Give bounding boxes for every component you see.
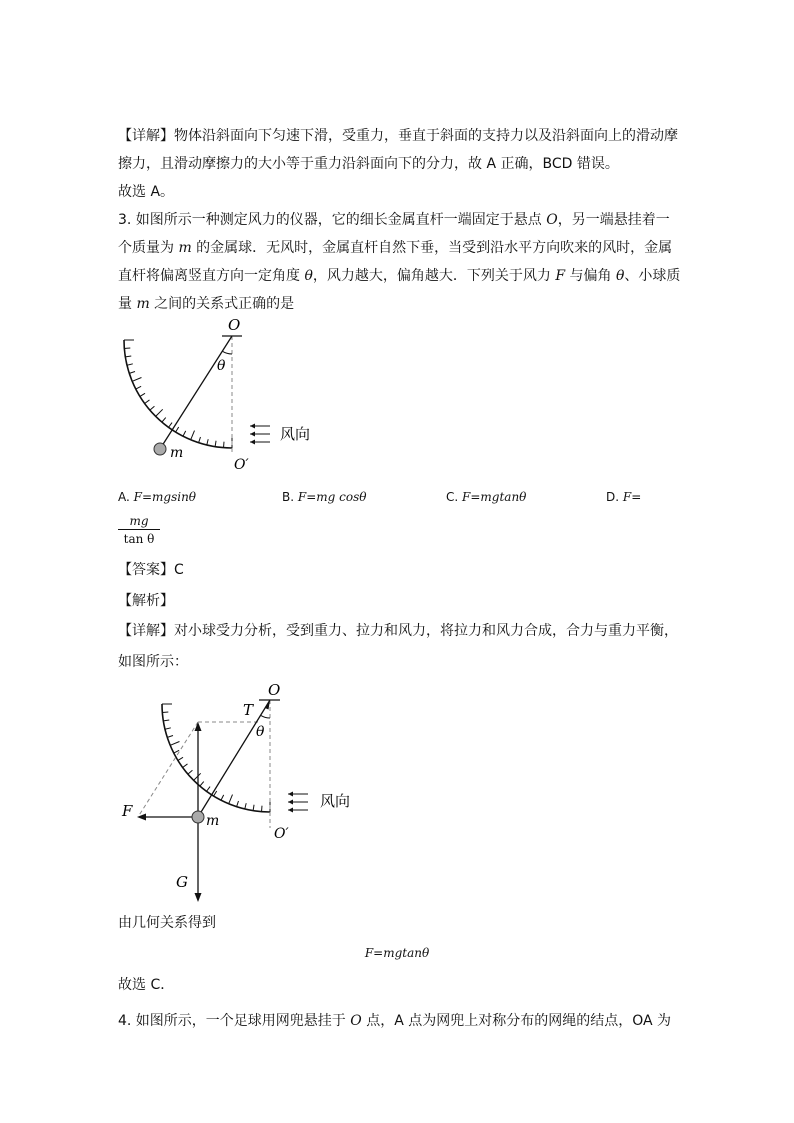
scale-tick [125,356,131,357]
scale-tick [162,418,166,423]
scale-tick [176,427,179,432]
wind-force-arrow-head [137,814,146,821]
option-D: D. F= [606,490,642,504]
scale-tick [163,720,169,721]
scale-tick [127,364,133,365]
label-G: G [176,873,188,891]
metal-ball [154,443,166,455]
scale-tick [188,770,193,774]
scale-tick [169,423,173,428]
label-m: m [170,445,184,461]
scale-tick [191,431,195,440]
label-O: O [268,681,281,699]
scale-tick [136,386,141,389]
q3-line-3: 直杆将偏离竖直方向一定角度 θ，风力越大，偏角越大．下列关于风力 F 与偏角 θ、小球质 [118,268,681,284]
force-analysis-figure [110,676,370,904]
angle-arc [222,351,232,354]
scale-tick [167,736,173,738]
tension-rod [198,700,270,817]
wind-arrows [250,424,270,445]
scale-tick [245,803,246,809]
choice-statement-2: 故选 C． [118,977,175,993]
result-formula: F=mgtanθ [364,946,430,960]
q4-line-1: 4. 如图所示，一个足球用网兜悬挂于 O 点，A 点为网兜上对称分布的网绳的结点，OA 为 [118,1013,672,1029]
answer-label: 【答案】C [118,562,184,578]
arc-scale [162,704,270,812]
option-A: A. F=mgsinθ [118,490,197,504]
scale-arc [162,704,270,812]
metal-ball [192,811,204,823]
analysis-label: 【解析】 [118,593,174,609]
scale-tick [145,400,150,404]
option-C: C. F=mgtanθ [446,490,527,504]
label-O-prime: O′ [274,826,289,842]
scale-tick [194,773,201,780]
scale-tick [165,728,171,729]
wind-arrows [288,792,308,813]
q3-line-1: 3. 如图所示一种测定风力的仪器，它的细长金属直杆一端固定于悬点 O，另一端悬挂着一 [118,212,670,228]
scale-tick [207,439,208,445]
tension-arrow-head [265,700,270,710]
scale-tick [150,406,155,410]
scale-tick [253,805,254,811]
label-O-prime: O′ [234,457,249,473]
detail2-line-1: 【详解】对小球受力分析，受到重力、拉力和风力，将拉力和风力合成，合力与重力平衡， [118,623,678,639]
scale-tick [129,372,135,374]
dashed-side-line [138,722,198,817]
scale-tick [199,437,201,443]
q3-line-2: 个质量为 m 的金属球．无风时，金属直杆自然下垂，当受到沿水平方向吹来的风时，金属 [118,240,673,256]
detail2-line-2: 如图所示： [118,654,188,670]
scale-arc [124,340,232,448]
wind-meter-figure [110,312,330,482]
scale-tick [170,742,179,746]
q3-line-4: 量 m 之间的关系式正确的是 [118,296,295,312]
scale-tick [178,757,183,760]
option-D-fraction: $\frac{mg}{\text{tan θ}}$ [118,514,160,546]
label-F: F [122,802,133,820]
label-theta: θ [217,358,226,374]
label-O: O [228,316,241,334]
detail-line-2: 擦力，且滑动摩擦力的大小等于重力沿斜面向下的分力，故 A 正确，BCD 错误。 [118,156,619,172]
scale-tick [200,782,204,787]
scale-tick [183,764,188,768]
label-wind: 风向 [280,425,311,443]
geometry-statement: 由几何关系得到 [118,915,216,931]
angle-arc [261,715,270,718]
scale-tick [132,378,141,382]
arc-scale [124,340,232,448]
resultant-arrow-head [195,722,202,731]
choice-statement-1: 故选 A。 [118,184,175,200]
label-theta: θ [256,724,265,740]
scale-tick [215,441,216,447]
label-m: m [206,813,220,829]
metal-rod [160,336,232,449]
gravity-arrow-head [195,893,202,902]
option-B: B. F=mg cosθ [282,490,367,504]
scale-tick [237,801,239,807]
label-T: T [243,701,254,719]
scale-tick [183,431,186,436]
scale-tick [221,795,224,800]
scale-tick [229,795,233,804]
label-wind: 风向 [320,792,351,810]
scale-tick [156,409,163,416]
scale-tick [140,393,145,396]
scale-tick [207,787,211,792]
detail-line-1: 【详解】物体沿斜面向下匀速下滑，受重力，垂直于斜面的支持力以及沿斜面向上的滑动摩 [118,128,678,144]
